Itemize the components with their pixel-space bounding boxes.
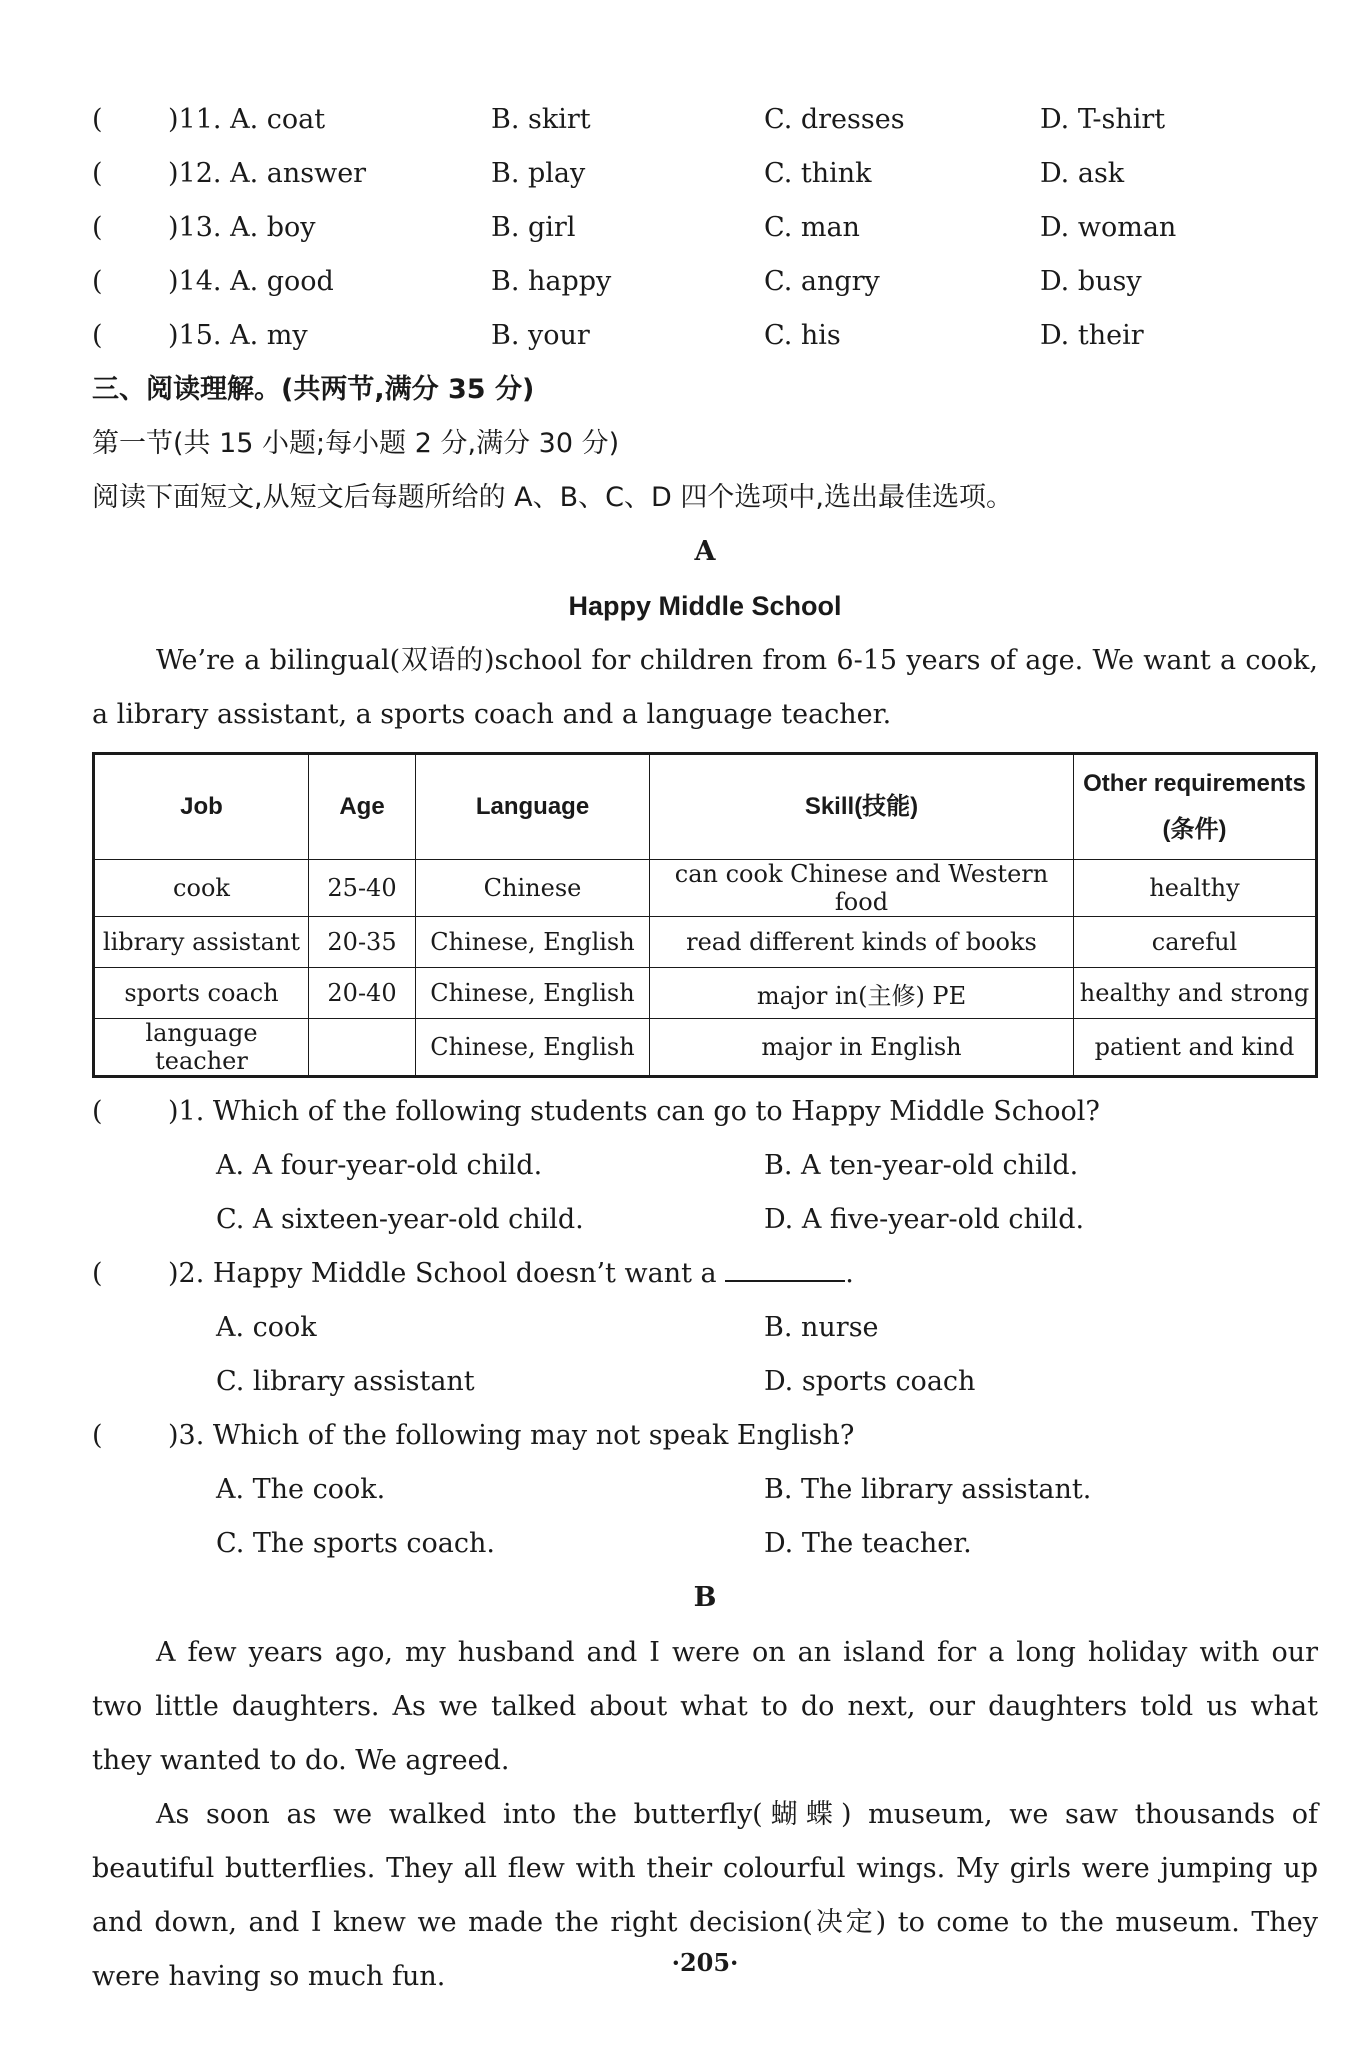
option-a: A. answer [230, 158, 367, 189]
question-number-option-a: )14. A. good [168, 266, 334, 297]
col-header-skill: Skill(技能) [650, 754, 1074, 860]
table-row [94, 1019, 1317, 1077]
option-c: C. angry [764, 266, 880, 297]
cell-language: Chinese, English [416, 968, 650, 1019]
col-header-job: Job [94, 754, 309, 860]
option-d: D. busy [1040, 266, 1142, 297]
cell-age: 20-35 [309, 917, 416, 968]
answer-blank[interactable] [725, 1254, 845, 1282]
option-a: A. cook [216, 1312, 317, 1343]
reading-question-2 [92, 1254, 1318, 1294]
option-c: C. The sports coach. [216, 1528, 495, 1559]
reading-question-3 [92, 1416, 1318, 1456]
question-stem: )3. Which of the following may not speak English? [168, 1420, 855, 1451]
passage-letter-a: A [694, 536, 716, 567]
answer-paren: ( [92, 1096, 103, 1127]
passage-b-paragraph-1: A few years ago, my husband and I were on an island for a long holiday with our two little daughters. As we talked about what to do next, our daughters told us what they wanted to do. We agreed. [92, 1637, 1318, 1776]
cell-job: cook [94, 860, 309, 917]
answer-paren: ( [92, 266, 103, 297]
cell-job: language teacher [94, 1019, 309, 1077]
cell-other: careful [1074, 917, 1317, 968]
cell-language: Chinese, English [416, 1019, 650, 1077]
cell-job: library assistant [94, 917, 309, 968]
col-header-other-requirements: Other requirements (条件) [1074, 754, 1317, 860]
answer-paren: ( [92, 1420, 103, 1451]
option-b: B. girl [491, 212, 576, 243]
passage-title: Happy Middle School [568, 591, 842, 621]
passage-letter-b: B [693, 1582, 717, 1613]
question-stem: )1. Which of the following students can go to Happy Middle School? [168, 1096, 1100, 1127]
option-d: D. sports coach [764, 1366, 976, 1397]
passage-b-paragraph-2: As soon as we walked into the butterfly(蝴蝶) museum, we saw thousands of beautiful butterflies. They all flew with their colourful wings. My girls were jumping up and down, and I knew we made the right decision(决定) to come to the museum. They were having so much fun. [92, 1799, 1318, 1992]
cloze-question-11 [92, 100, 1318, 140]
option-a: A. A four-year-old child. [216, 1150, 543, 1181]
option-c: C. A sixteen-year-old child. [216, 1204, 584, 1235]
option-c: C. dresses [764, 104, 905, 135]
option-d: D. T-shirt [1040, 104, 1166, 135]
cell-skill: major in English [650, 1019, 1074, 1077]
question-number-option-a: )12. A. answer [168, 158, 367, 189]
passage-a-intro: We’re a bilingual(双语的)school for children from 6-15 years of age. We want a cook, a library assistant, a sports coach and a language teacher. [92, 645, 1318, 730]
option-a: A. coat [230, 104, 326, 135]
page-number: ·205· [671, 1948, 739, 1977]
question-number-option-a: )13. A. boy [168, 212, 316, 243]
option-a: A. boy [230, 212, 316, 243]
option-c: C. think [764, 158, 872, 189]
option-d: D. A five-year-old child. [764, 1204, 1085, 1235]
section-heading: 三、阅读理解。(共两节,满分 35 分) [92, 374, 535, 405]
option-c: C. his [764, 320, 841, 351]
option-b: B. nurse [764, 1312, 879, 1343]
col-header-age: Age [309, 754, 416, 860]
option-b: B. skirt [491, 104, 591, 135]
answer-paren: ( [92, 158, 103, 189]
worksheet-page [92, 0, 1318, 2051]
option-d: D. ask [1040, 158, 1125, 189]
options-row [92, 1524, 1318, 1564]
answer-paren: ( [92, 320, 103, 351]
answer-paren: ( [92, 1258, 103, 1289]
options-row [92, 1470, 1318, 1510]
options-row [92, 1146, 1318, 1186]
table-row [94, 860, 1317, 917]
option-d: D. woman [1040, 212, 1177, 243]
option-b: B. your [491, 320, 590, 351]
cloze-question-12 [92, 154, 1318, 194]
instruction-text: 阅读下面短文,从短文后每题所给的 A、B、C、D 四个选项中,选出最佳选项。 [92, 482, 1013, 513]
cell-job: sports coach [94, 968, 309, 1019]
option-c: C. library assistant [216, 1366, 475, 1397]
table-row [94, 968, 1317, 1019]
cell-skill: can cook Chinese and Western food [650, 860, 1074, 917]
cell-age: 25-40 [309, 860, 416, 917]
cell-other: healthy and strong [1074, 968, 1317, 1019]
reading-question-1 [92, 1092, 1318, 1132]
options-row [92, 1200, 1318, 1240]
table-row [94, 917, 1317, 968]
answer-paren: ( [92, 104, 103, 135]
option-a: A. good [230, 266, 334, 297]
option-d: D. their [1040, 320, 1144, 351]
part-heading: 第一节(共 15 小题;每小题 2 分,满分 30 分) [92, 428, 620, 459]
option-b: B. A ten-year-old child. [764, 1150, 1079, 1181]
cell-age: 20-40 [309, 968, 416, 1019]
cell-language: Chinese [416, 860, 650, 917]
question-number-option-a: )15. A. my [168, 320, 308, 351]
option-d: D. The teacher. [764, 1528, 972, 1559]
job-requirements-table [92, 752, 1318, 1078]
cell-other: patient and kind [1074, 1019, 1317, 1077]
cloze-question-14 [92, 262, 1318, 302]
option-b: B. The library assistant. [764, 1474, 1092, 1505]
option-c: C. man [764, 212, 860, 243]
cell-other: healthy [1074, 860, 1317, 917]
col-header-language: Language [416, 754, 650, 860]
option-b: B. play [491, 158, 586, 189]
cell-skill: major in(主修) PE [650, 968, 1074, 1019]
option-a: A. The cook. [216, 1474, 386, 1505]
cell-skill: read different kinds of books [650, 917, 1074, 968]
question-stem: )2. Happy Middle School doesn’t want a . [168, 1254, 854, 1294]
cell-age [309, 1019, 416, 1077]
question-number-option-a: )11. A. coat [168, 104, 326, 135]
options-row [92, 1362, 1318, 1402]
options-row [92, 1308, 1318, 1348]
cloze-question-15 [92, 316, 1318, 356]
table-header-row [94, 754, 1317, 860]
cell-language: Chinese, English [416, 917, 650, 968]
option-b: B. happy [491, 266, 612, 297]
answer-paren: ( [92, 212, 103, 243]
cloze-question-13 [92, 208, 1318, 248]
option-a: A. my [230, 320, 308, 351]
